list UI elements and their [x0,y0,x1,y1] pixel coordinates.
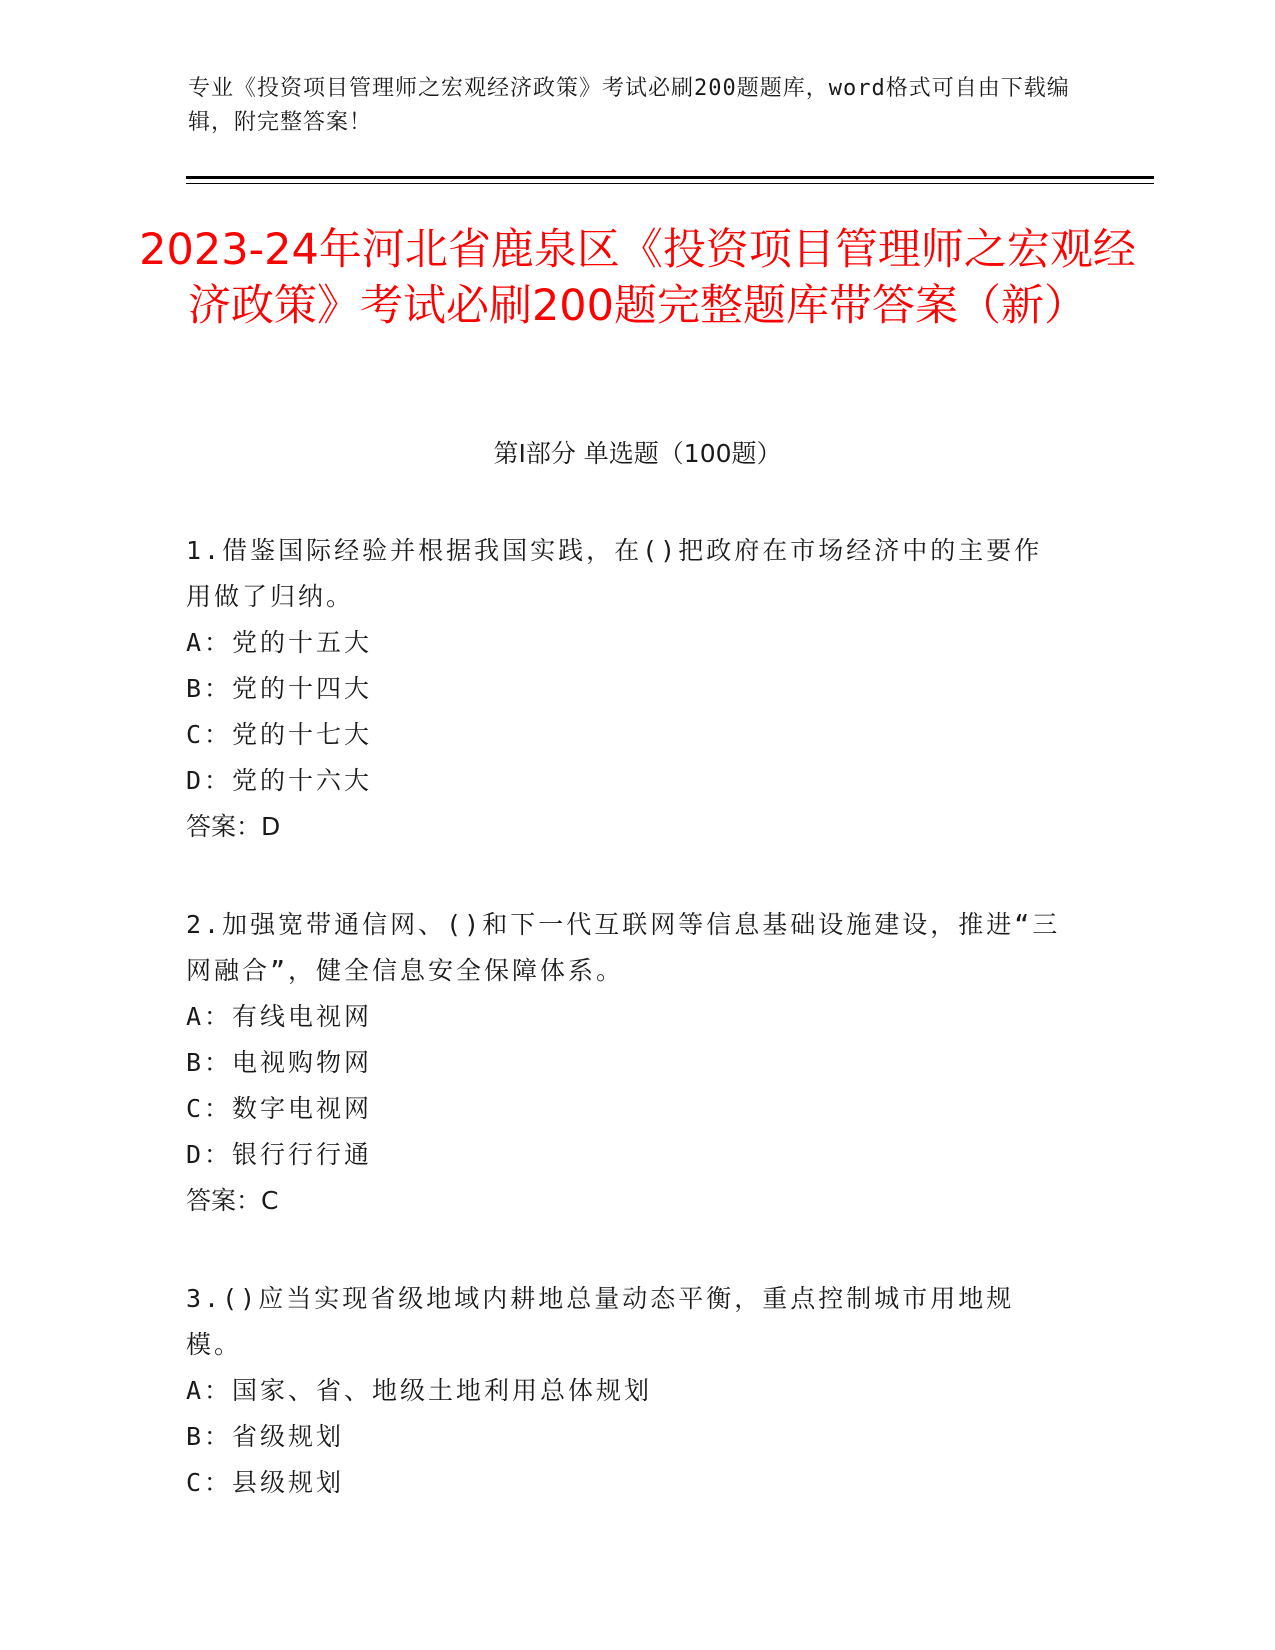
answer: 答案：C [186,1186,279,1215]
option-b: B：电视购物网 [186,1048,373,1077]
option-c: C：数字电视网 [186,1094,373,1123]
option-d: D：党的十六大 [186,766,373,795]
option-d: D：银行行行通 [186,1140,373,1169]
option-a: A：国家、省、地级土地利用总体规划 [186,1376,653,1405]
option-a: A：有线电视网 [186,1002,373,1031]
option-b: B：省级规划 [186,1422,345,1451]
section-title: 第I部分 单选题（100题） [493,439,782,468]
option-c: C：县级规划 [186,1468,345,1497]
option-a: A：党的十五大 [186,628,373,657]
option-c: C：党的十七大 [186,720,373,749]
option-b: B：党的十四大 [186,674,373,703]
header-divider-thin [186,183,1154,184]
question-stem: 3.()应当实现省级地域内耕地总量动态平衡，重点控制城市用地规模。 [186,1284,1015,1359]
question-3 [186,1276,1066,1506]
answer: 答案：D [186,812,281,841]
question-2 [186,902,1066,1224]
header-divider-thick [186,176,1154,179]
document-title: 2023-24年河北省鹿泉区《投资项目管理师之宏观经济政策》考试必刷200题完整题库带答案（新） [139,225,1136,331]
question-stem: 1.借鉴国际经验并根据我国实践，在()把政府在市场经济中的主要作用做了归纳。 [186,536,1043,611]
question-1 [186,528,1066,850]
question-stem: 2.加强宽带通信网、()和下一代互联网等信息基础设施建设，推进“三网融合”，健全信息安全保障体系。 [186,910,1061,985]
question-list [186,528,1066,1558]
header-note: 专业《投资项目管理师之宏观经济政策》考试必刷200题题库，word格式可自由下载编辑，附完整答案！ [188,76,1070,135]
